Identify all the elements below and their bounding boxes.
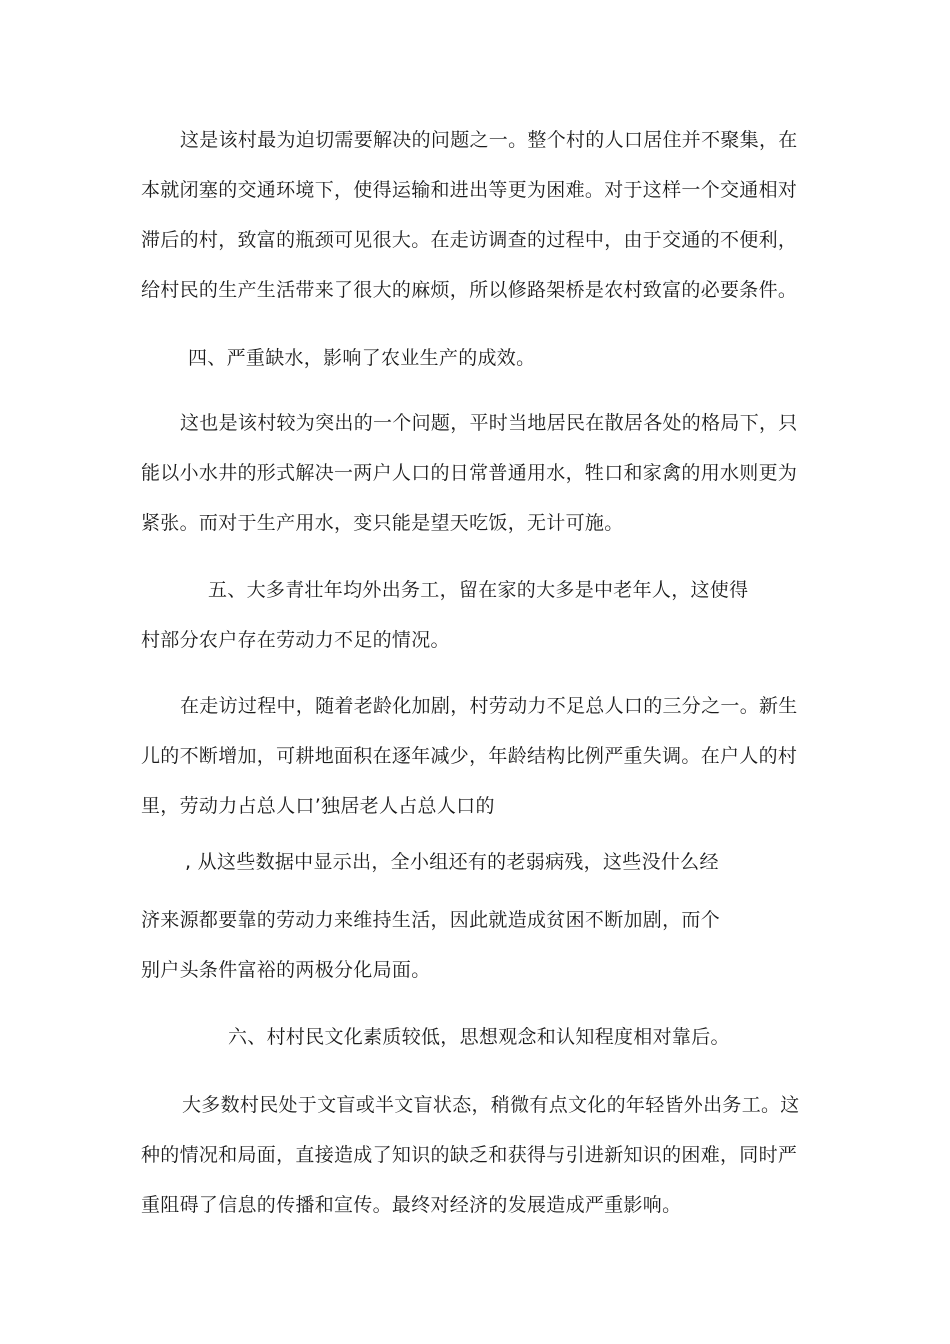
paragraph-1-line-4: 给村民的生产生活带来了很大的麻烦，所以修路架桥是农村致富的必要条件。 <box>141 279 798 301</box>
paragraph-3-line-1: 在走访过程中，随着老龄化加剧，村劳动力不足总人口的三分之一。新生 <box>180 695 798 717</box>
paragraph-4-line-2: 种的情况和局面，直接造成了知识的缺乏和获得与引进新知识的困难，同时严 <box>141 1144 798 1166</box>
paragraph-3-line-4: , 从这些数据中显示出，全小组还有的老弱病残，这些没什么经 <box>185 851 719 873</box>
paragraph-2-line-3: 紧张。而对于生产用水，变只能是望天吃饭，无计可施。 <box>141 512 624 534</box>
paragraph-4-line-1: 大多数村民处于文盲或半文盲状态，稍微有点文化的年轻皆外出务工。这 <box>182 1094 800 1116</box>
paragraph-4-line-3: 重阻碍了信息的传播和宣传。最终对经济的发展造成严重影响。 <box>141 1194 682 1216</box>
section-heading-6: 六、村村民文化素质较低，思想观念和认知程度相对靠后。 <box>228 1026 730 1048</box>
section-heading-4: 四、严重缺水，影响了农业生产的成效。 <box>188 347 536 369</box>
paragraph-2-line-2: 能以小水井的形式解决一两户人口的日常普通用水，牲口和家禽的用水则更为 <box>141 462 798 484</box>
paragraph-1-line-1: 这是该村最为迫切需要解决的问题之一。整个村的人口居住并不聚集，在 <box>180 129 798 151</box>
section-heading-5-line-2: 村部分农户存在劳动力不足的情况。 <box>141 629 450 651</box>
paragraph-1-line-3: 滞后的村，致富的瓶颈可见很大。在走访调查的过程中，由于交通的不便利， <box>141 229 798 251</box>
paragraph-3-line-6: 别户头条件富裕的两极分化局面。 <box>141 959 431 981</box>
paragraph-3-line-2: 儿的不断增加，可耕地面积在逐年减少，年龄结构比例严重失调。在户人的村 <box>141 745 798 767</box>
section-heading-5-line-1: 五、大多青壮年均外出务工，留在家的大多是中老年人，这使得 <box>208 579 749 601</box>
paragraph-3-line-5: 济来源都要靠的劳动力来维持生活，因此就造成贫困不断加剧，而个 <box>141 909 721 931</box>
paragraph-2-line-1: 这也是该村较为突出的一个问题，平时当地居民在散居各处的格局下，只 <box>180 412 798 434</box>
paragraph-1-line-2: 本就闭塞的交通环境下，使得运输和进出等更为困难。对于这样一个交通相对 <box>141 179 798 201</box>
paragraph-3-line-3: 里，劳动力占总人口’独居老人占总人口的 <box>141 795 495 817</box>
